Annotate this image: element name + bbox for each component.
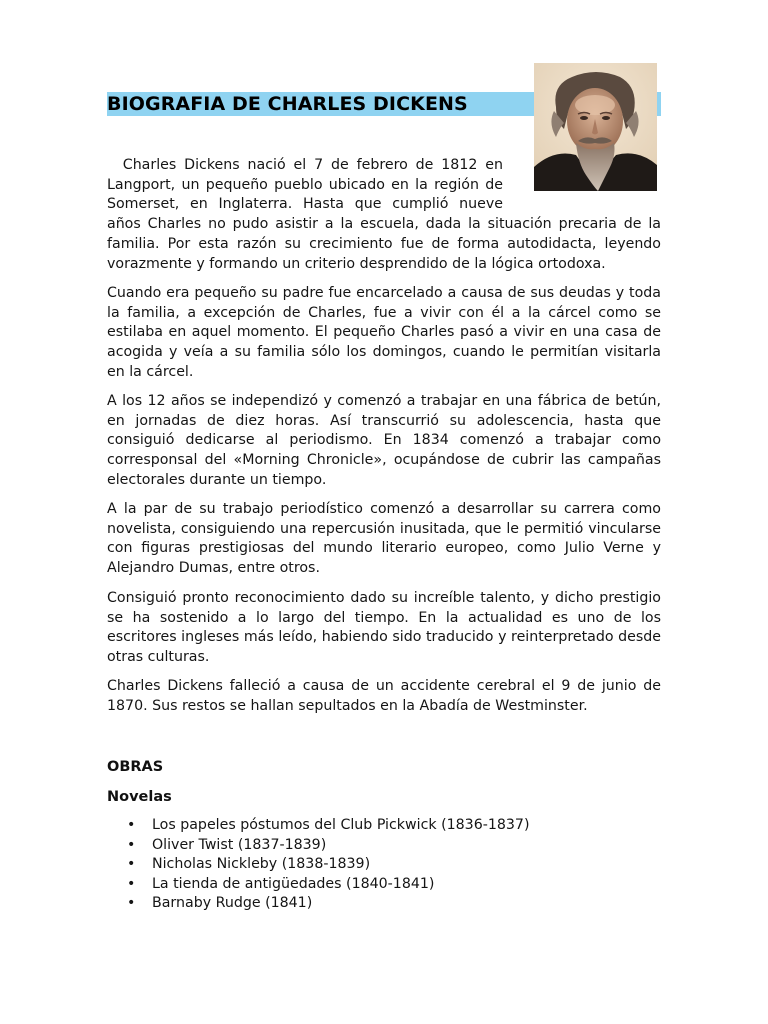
bullet-icon: • bbox=[127, 836, 136, 853]
list-item bbox=[107, 836, 530, 856]
novel-title: Oliver Twist (1837-1839) bbox=[152, 836, 327, 853]
bullet-icon: • bbox=[127, 856, 136, 873]
image-wrap-spacer bbox=[503, 156, 661, 196]
novels-list bbox=[107, 816, 530, 914]
novel-title: Nicholas Nickleby (1838-1839) bbox=[152, 856, 371, 873]
subsection-heading-novelas: Novelas bbox=[107, 789, 172, 805]
paragraph-childhood: Cuando era pequeño su padre fue encarcelado a causa de sus deudas y toda la familia, a excepción de Charles, fue a vivir con él a la cárcel como se estilaba en aquel momento. El pequeño Charles pasó a vivir en una casa de acogida y veía a su familia sólo los domingos, cuando le permitían visitarla en la cárcel. bbox=[107, 285, 661, 380]
novel-title: La tienda de antigüedades (1840-1841) bbox=[152, 875, 435, 892]
list-item bbox=[107, 894, 530, 914]
novel-title: Los papeles póstumos del Club Pickwick (1836-1837) bbox=[152, 817, 530, 833]
list-item bbox=[107, 816, 530, 836]
list-item bbox=[107, 875, 530, 895]
bullet-icon: • bbox=[127, 875, 136, 892]
paragraph-death: Charles Dickens falleció a causa de un accidente cerebral el 9 de junio de 1870. Sus restos se hallan sepultados en la Abadía de Westminster. bbox=[107, 678, 661, 714]
paragraph-birth bbox=[107, 156, 661, 274]
paragraph-1-text: Charles Dickens nació el 7 de febrero de 1812 en Langport, un pequeño pueblo ubicado en la región de Somerset, en Inglaterra. Hasta que cumplió nueve años Charles no pudo asistir a la escuela, dada la situación precaria de la familia. Por esta razón su crecimiento fue de forma autodidacta, leyendo vorazmente y formando un criterio desprendido de la lógica ortodoxa. bbox=[107, 157, 661, 272]
bullet-icon: • bbox=[127, 817, 136, 833]
paragraph-novelist: A la par de su trabajo periodístico comenzó a desarrollar su carrera como novelista, consiguiendo una repercusión inusitada, que le permitió vincularse con figuras prestigiosas del mundo literario europeo, como Julio Verne y Alejandro Dumas, entre otros. bbox=[107, 501, 661, 577]
novel-title: Barnaby Rudge (1841) bbox=[152, 895, 313, 912]
paragraph-recognition: Consiguió pronto reconocimiento dado su increíble talento, y dicho prestigio se ha sostenido a lo largo del tiempo. En la actualidad es uno de los escritores ingleses más leído, habiendo sido traducido y reinterpretado desde otras culturas. bbox=[107, 590, 661, 666]
paragraph-youth: A los 12 años se independizó y comenzó a trabajar en una fábrica de betún, en jornadas de diez horas. Así transcurrió su adolescencia, hasta que consiguió dedicarse al periodismo. En 1834 comenzó a trabajar como corresponsal del «Morning Chronicle», ocupándose de cubrir las campañas electorales durante un tiempo. bbox=[107, 393, 661, 488]
document-title: BIOGRAFIA DE CHARLES DICKENS bbox=[107, 93, 468, 115]
bullet-icon: • bbox=[127, 895, 136, 912]
section-heading-obras: OBRAS bbox=[107, 759, 164, 775]
list-item bbox=[107, 855, 530, 875]
